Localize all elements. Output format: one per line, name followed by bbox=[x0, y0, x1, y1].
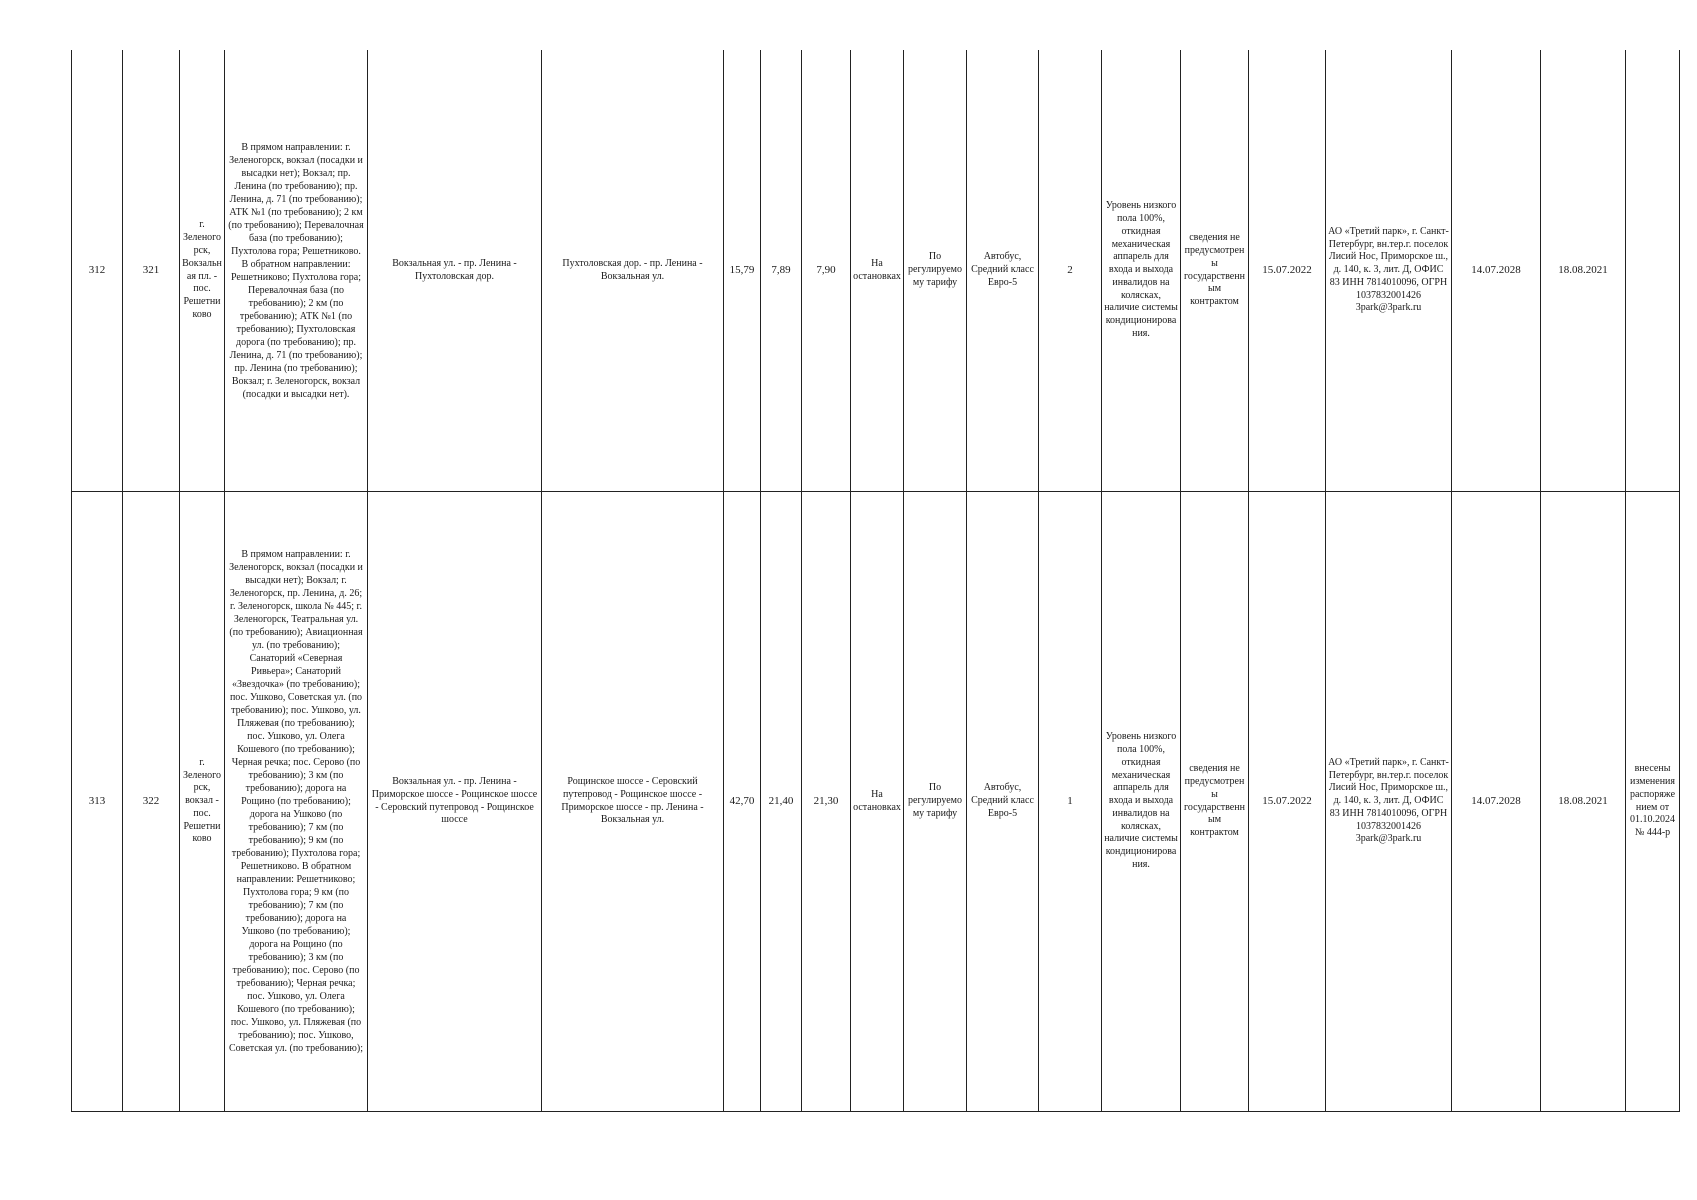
route-number: 322 bbox=[123, 492, 180, 1112]
streets-forward: Вокзальная ул. - пр. Ленина - Пухтоловская дор. bbox=[368, 50, 542, 492]
registry-date: 18.08.2021 bbox=[1541, 492, 1626, 1112]
route-length-total: 15,79 bbox=[724, 50, 761, 492]
route-length-total: 42,70 bbox=[724, 492, 761, 1112]
contract-info: сведения не предусмотрены государственным контрактом bbox=[1181, 492, 1249, 1112]
changes-note bbox=[1626, 50, 1680, 492]
fare-type: По регулируемому тарифу bbox=[904, 492, 967, 1112]
vehicle-count: 2 bbox=[1039, 50, 1102, 492]
start-date: 15.07.2022 bbox=[1249, 492, 1326, 1112]
route-name: г. Зеленогорск, Вокзальная пл. - пос. Решетниково bbox=[180, 50, 225, 492]
streets-forward: Вокзальная ул. - пр. Ленина - Приморское шоссе - Рощинское шоссе - Серовский путепровод - Рощинское шоссе bbox=[368, 492, 542, 1112]
streets-backward: Пухтоловская дор. - пр. Ленина - Вокзальная ул. bbox=[542, 50, 724, 492]
carrier-info: АО «Третий парк», г. Санкт-Петербург, вн.тер.г. поселок Лисий Нос, Приморское ш., д. 140, к. 3, лит. Д, ОФИС 83 ИНН 7814010096, ОГРН 1037832001426 3park@3park.ru bbox=[1326, 50, 1452, 492]
route-registry-table bbox=[71, 50, 1680, 1112]
end-date: 14.07.2028 bbox=[1452, 492, 1541, 1112]
route-length-forward: 21,40 bbox=[761, 492, 802, 1112]
contract-info: сведения не предусмотрены государственным контрактом bbox=[1181, 50, 1249, 492]
table-row bbox=[72, 50, 1680, 492]
route-length-backward: 7,90 bbox=[802, 50, 851, 492]
carrier-info: АО «Третий парк», г. Санкт-Петербург, вн.тер.г. поселок Лисий Нос, Приморское ш., д. 140, к. 3, лит. Д, ОФИС 83 ИНН 7814010096, ОГРН 1037832001426 3park@3park.ru bbox=[1326, 492, 1452, 1112]
vehicle-type: Автобус, Средний класс Евро-5 bbox=[967, 50, 1039, 492]
route-number: 321 bbox=[123, 50, 180, 492]
end-date: 14.07.2028 bbox=[1452, 50, 1541, 492]
stop-order: На остановках bbox=[851, 492, 904, 1112]
vehicle-characteristics: Уровень низкого пола 100%, откидная механическая аппарель для входа и выхода инвалидов на колясках, наличие системы кондиционирования. bbox=[1102, 492, 1181, 1112]
route-length-backward: 21,30 bbox=[802, 492, 851, 1112]
table-row bbox=[72, 492, 1680, 1112]
vehicle-characteristics: Уровень низкого пола 100%, откидная механическая аппарель для входа и выхода инвалидов на колясках, наличие системы кондиционирования. bbox=[1102, 50, 1181, 492]
streets-backward: Рощинское шоссе - Серовский путепровод - Рощинское шоссе - Приморское шоссе - пр. Ленина - Вокзальная ул. bbox=[542, 492, 724, 1112]
route-stops: В прямом направлении: г. Зеленогорск, вокзал (посадки и высадки нет); Вокзал; г. Зеленогорск, пр. Ленина, д. 26; г. Зеленогорск, школа № 445; г. Зеленогорск, Театральная ул. (по требованию); Авиационная ул. (по требованию); Санаторий «Северная Ривьера»; Санаторий «Звездочка» (по требованию); пос. Ушково, Советская ул. (по требованию); пос. Ушково, ул. Пляжевая (по требованию); пос. Ушково, ул. Олега Кошевого (по требованию); Черная речка; пос. Серово (по требованию); 3 км (по требованию); дорога на Рощино (по требованию); дорога на Ушково (по требованию); 7 км (по требованию); 9 км (по требованию); Пухтолова гора; Решетниково. В обратном направлении: Решетниково; Пухтолова гора; 9 км (по требованию); 7 км (по требованию); дорога на Ушково (по требованию); дорога на Рощино (по требованию); 3 км (по требованию); пос. Серово (по требованию); Черная речка; пос. Ушково, ул. Олега Кошевого (по требованию); пос. Ушково, ул. Пляжевая (по требованию); пос. Ушково, Советская ул. (по требованию); bbox=[225, 492, 368, 1112]
registration-number: 313 bbox=[72, 492, 123, 1112]
stop-order: На остановках bbox=[851, 50, 904, 492]
registry-date: 18.08.2021 bbox=[1541, 50, 1626, 492]
fare-type: По регулируемому тарифу bbox=[904, 50, 967, 492]
vehicle-type: Автобус, Средний класс Евро-5 bbox=[967, 492, 1039, 1112]
changes-note: внесены изменения распоряжением от 01.10.2024 № 444-р bbox=[1626, 492, 1680, 1112]
start-date: 15.07.2022 bbox=[1249, 50, 1326, 492]
route-stops: В прямом направлении: г. Зеленогорск, вокзал (посадки и высадки нет); Вокзал; пр. Ленина (по требованию); пр. Ленина, д. 71 (по требованию); АТК №1 (по требованию); 2 км (по требованию); Перевалочная база (по требованию); Пухтолова гора; Решетниково. В обратном направлении: Решетниково; Пухтолова гора; Перевалочная база (по требованию); 2 км (по требованию); АТК №1 (по требованию); Пухтоловская дорога (по требованию); пр. Ленина, д. 71 (по требованию); пр. Ленина (по требованию); Вокзал; г. Зеленогорск, вокзал (посадки и высадки нет). bbox=[225, 50, 368, 492]
registration-number: 312 bbox=[72, 50, 123, 492]
route-length-forward: 7,89 bbox=[761, 50, 802, 492]
vehicle-count: 1 bbox=[1039, 492, 1102, 1112]
route-name: г. Зеленогорск, вокзал - пос. Решетниково bbox=[180, 492, 225, 1112]
